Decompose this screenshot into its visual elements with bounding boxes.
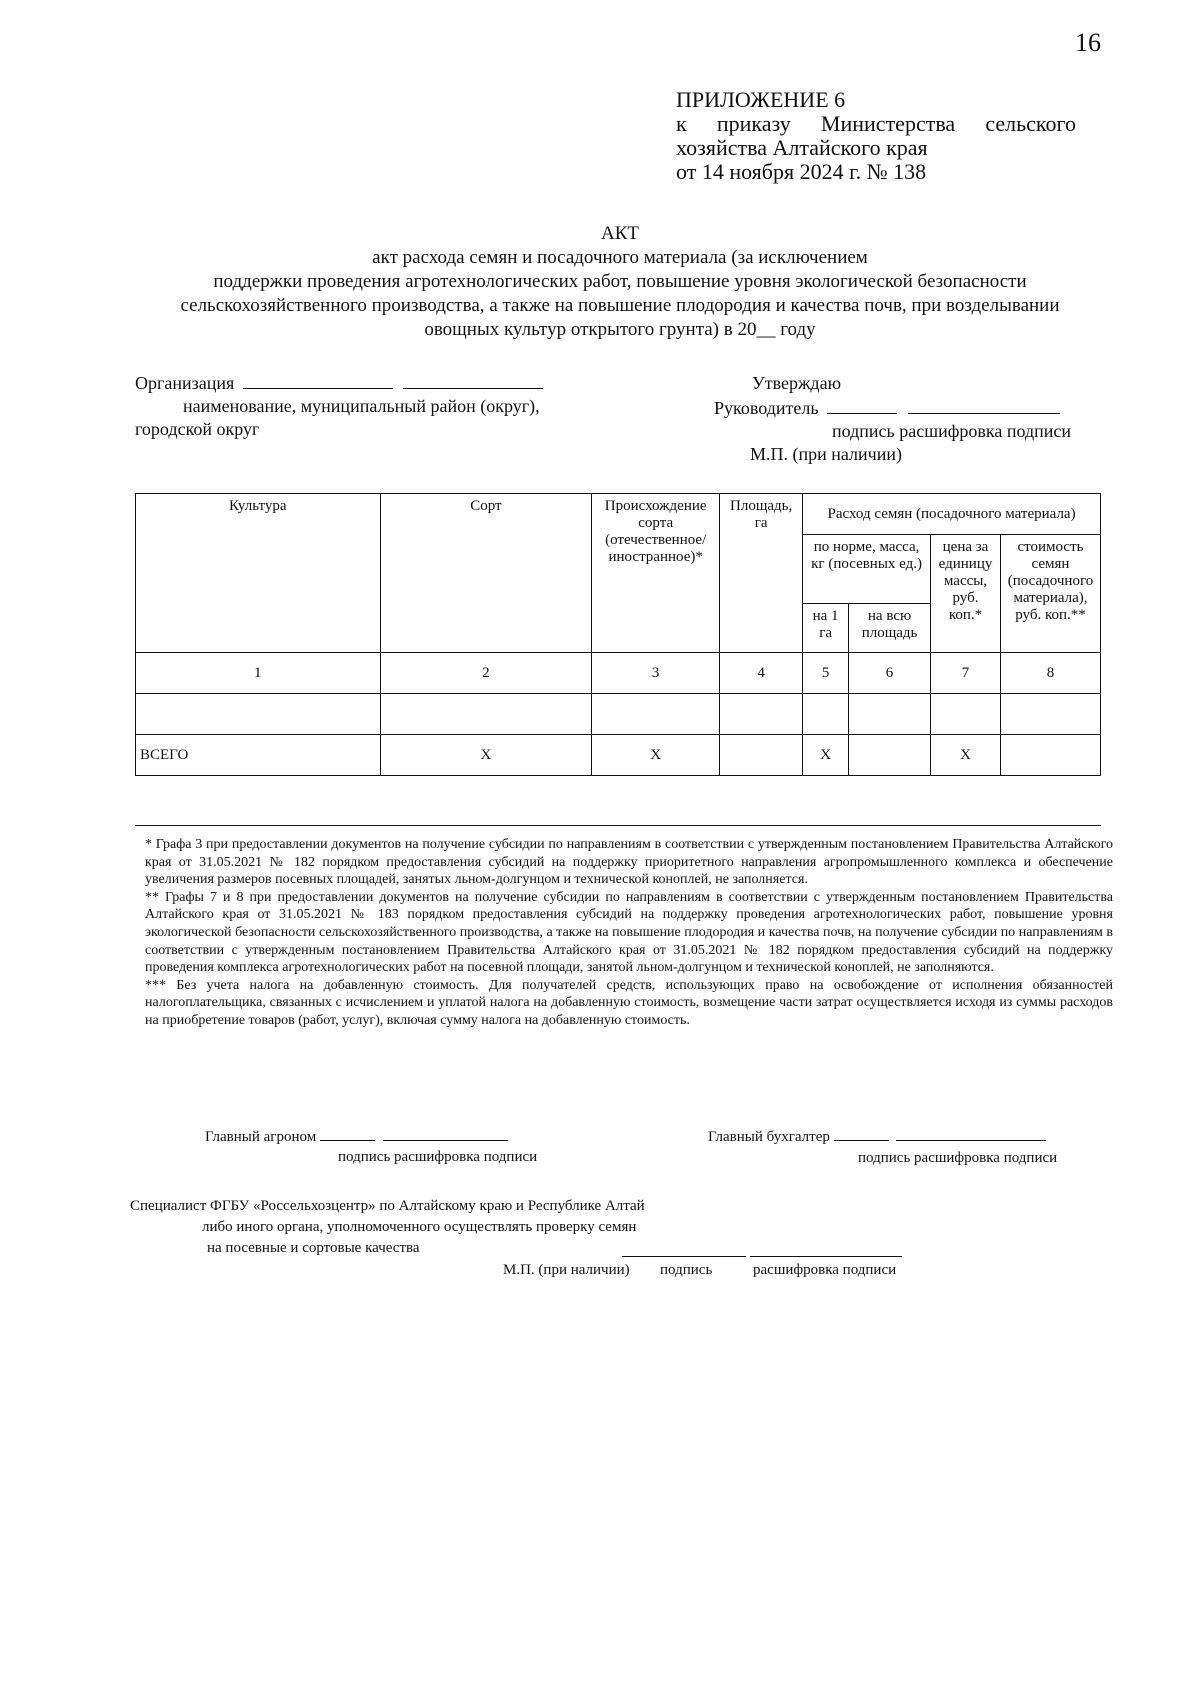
- specialist-line: Специалист ФГБУ «Россельхозцентр» по Алтайскому краю и Республике Алтай: [130, 1198, 645, 1214]
- total-cell[interactable]: [849, 735, 931, 776]
- column-number: 5: [803, 653, 849, 694]
- header-price: цена за единицу массы, руб. коп.*: [931, 535, 1001, 653]
- header-norm: по норме, масса, кг (посевных ед.): [803, 535, 931, 604]
- organization-label: Организация: [135, 373, 235, 393]
- specialist-signature-field[interactable]: [622, 1256, 746, 1257]
- footnote: * Графа 3 при предоставлении документов на получение субсидии по направлениям в соответствии с утвержденным постановлением Правительства Алтайского края от 31.05.2021 № 182 порядком предоставления субсидий на поддержку приоритетного направления агропромышленного комплекса и обеспечение увеличения размеров посевных площадей, занятых льном-долгунцом и технической коноплей, не заполняется.: [145, 837, 1113, 888]
- table-number-row: [136, 653, 1101, 694]
- appendix-word: к: [676, 111, 687, 136]
- column-number: 2: [380, 653, 592, 694]
- table-header-row: [136, 494, 1101, 535]
- total-cell: X: [931, 735, 1001, 776]
- organization-block: [135, 370, 655, 441]
- header-cost: стоимость семян (посадочного материала), руб. коп.**: [1000, 535, 1100, 653]
- title-line: поддержки проведения агротехнологических работ, повышение уровня экологической безопасности: [213, 271, 1027, 292]
- appendix-line-2: [676, 112, 1076, 136]
- table-cell[interactable]: [1000, 694, 1100, 735]
- table-cell[interactable]: [803, 694, 849, 735]
- table-cell[interactable]: [849, 694, 931, 735]
- header-total-area: на всю площадь: [849, 604, 931, 653]
- footnotes: [145, 836, 1113, 1030]
- header-consumption: Расход семян (посадочного материала): [803, 494, 1101, 535]
- appendix-word: сельского: [985, 111, 1076, 136]
- appendix-header: [676, 88, 1076, 184]
- appendix-title: ПРИЛОЖЕНИЕ 6: [676, 87, 846, 112]
- organization-hint: наименование, муниципальный район (округ),: [183, 396, 540, 416]
- column-number: 4: [720, 653, 803, 694]
- table-cell[interactable]: [136, 694, 381, 735]
- approve-label: Утверждаю: [752, 373, 842, 393]
- head-signature-field[interactable]: [827, 395, 897, 414]
- total-cell[interactable]: [1000, 735, 1100, 776]
- appendix-word: Министерства: [820, 111, 956, 136]
- total-cell[interactable]: [720, 735, 803, 776]
- title-line: овощных культур открытого грунта) в 20__ году: [424, 319, 816, 340]
- header-origin: Происхождение сорта (отечественное/ иностранное)*: [592, 494, 720, 653]
- table-row: [136, 694, 1101, 735]
- table-cell[interactable]: [592, 694, 720, 735]
- agronomist-signature-field[interactable]: [320, 1125, 375, 1141]
- specialist-sign-hint: подпись: [660, 1262, 713, 1278]
- footnote: ** Графы 7 и 8 при предоставлении документов на получение субсидии по направлениям в соответствии с утвержденным постановлением Правительства Алтайского края от 31.05.2021 № 183 порядком предоставления субсидий на поддержку проведения агротехнологических работ, повышение уровня экологической безопасности сельскохозяйственного производства, а также на повышение плодородия и качества почв, на получение субсидии по направлениям в соответствии с утвержденным постановлением Правительства Алтайского края от 31.05.2021 № 182 порядком предоставления субсидий на поддержку проведения комплекса агротехнологических работ на посевной площади, занятой льном-долгунцом и технической коноплей, не заполняются.: [145, 889, 1113, 976]
- approval-block: [700, 372, 1110, 466]
- title-line: акт расхода семян и посадочного материала (за исключением: [372, 247, 868, 268]
- organization-hint: городской округ: [135, 419, 260, 439]
- seed-consumption-table: [135, 493, 1101, 776]
- accountant-hint: подпись расшифровка подписи: [858, 1150, 1058, 1166]
- agronomist-name-field[interactable]: [383, 1125, 508, 1141]
- document-title: [130, 222, 1110, 342]
- column-number: 3: [592, 653, 720, 694]
- seal-label: М.П. (при наличии): [750, 444, 902, 464]
- column-number: 8: [1000, 653, 1100, 694]
- table-total-row: [136, 735, 1101, 776]
- total-label: ВСЕГО: [136, 735, 381, 776]
- page-number: 16: [1075, 28, 1101, 57]
- accountant-signature-field[interactable]: [834, 1125, 889, 1141]
- appendix-line-3: хозяйства Алтайского края: [676, 135, 928, 160]
- header-per-ha: на 1 га: [803, 604, 849, 653]
- accountant-signature: [708, 1125, 1046, 1147]
- footnote: *** Без учета налога на добавленную стоимость. Для получателей средств, использующих право на освобождение от исполнения обязанностей налогоплательщика, связанных с исчислением и уплатой налога на добавленную стоимость, возмещение части затрат осуществляется исходя из суммы расходов на приобретение товаров (работ, услуг), включая сумму налога на добавленную стоимость.: [145, 977, 1113, 1028]
- specialist-line: на посевные и сортовые качества: [207, 1240, 420, 1256]
- agronomist-label: Главный агроном: [205, 1129, 317, 1145]
- footnote-divider: [135, 825, 1101, 826]
- head-name-field[interactable]: [908, 395, 1060, 414]
- specialist-line: либо иного органа, уполномоченного осуществлять проверку семян: [202, 1219, 637, 1235]
- title-line: сельскохозяйственного производства, а также на повышение плодородия и качества почв, при возделывании: [180, 295, 1060, 316]
- header-variety: Сорт: [380, 494, 592, 653]
- approval-hint: подпись расшифровка подписи: [832, 421, 1071, 441]
- table-cell[interactable]: [931, 694, 1001, 735]
- organization-field[interactable]: [403, 370, 543, 389]
- agronomist-signature: [205, 1125, 508, 1147]
- appendix-line-4: от 14 ноября 2024 г. № 138: [676, 159, 927, 184]
- organization-field[interactable]: [243, 370, 393, 389]
- column-number: 1: [136, 653, 381, 694]
- total-cell: X: [380, 735, 592, 776]
- head-label: Руководитель: [714, 398, 819, 418]
- header-culture: Культура: [136, 494, 381, 653]
- column-number: 7: [931, 653, 1001, 694]
- specialist-seal: М.П. (при наличии): [503, 1262, 630, 1278]
- total-cell: X: [592, 735, 720, 776]
- total-cell: X: [803, 735, 849, 776]
- table-cell[interactable]: [720, 694, 803, 735]
- accountant-name-field[interactable]: [896, 1125, 1046, 1141]
- header-area: Площадь, га: [720, 494, 803, 653]
- title-heading: АКТ: [601, 223, 639, 244]
- accountant-label: Главный бухгалтер: [708, 1129, 830, 1145]
- column-number: 6: [849, 653, 931, 694]
- table-cell[interactable]: [380, 694, 592, 735]
- agronomist-hint: подпись расшифровка подписи: [338, 1149, 538, 1165]
- specialist-decode-hint: расшифровка подписи: [753, 1262, 897, 1278]
- appendix-word: приказу: [716, 111, 791, 136]
- specialist-name-field[interactable]: [750, 1256, 902, 1257]
